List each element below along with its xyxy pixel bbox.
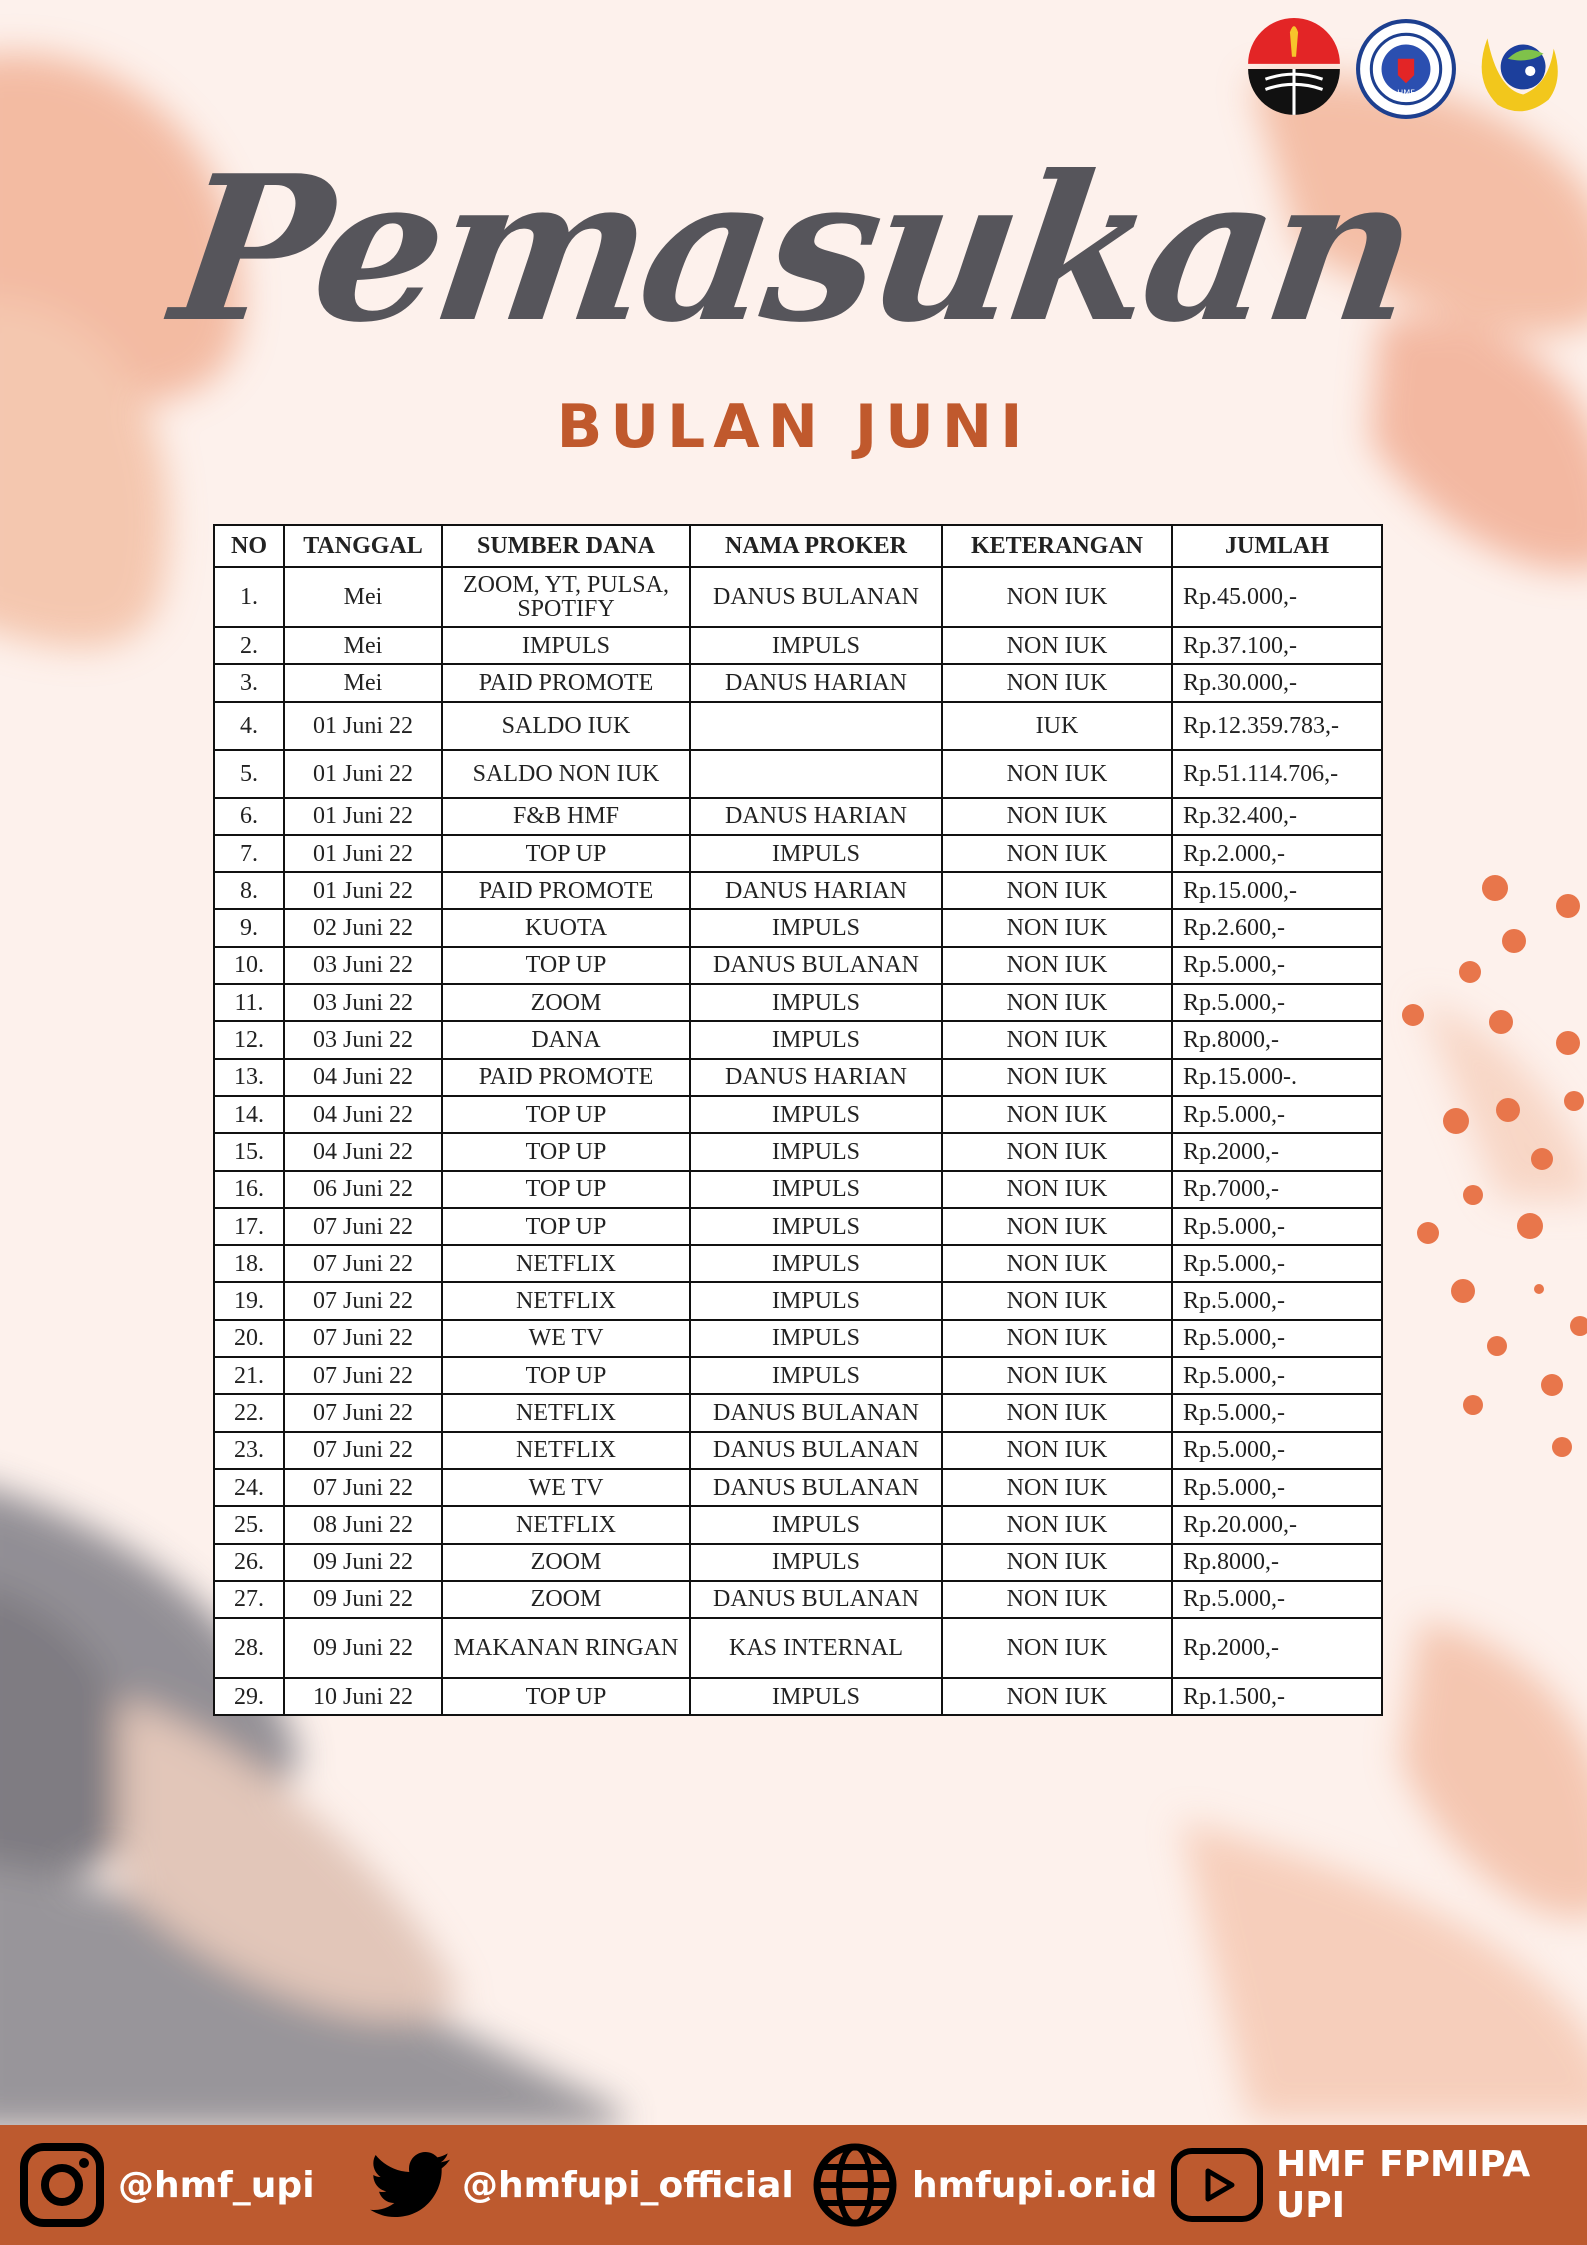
row-number: 5. — [214, 750, 284, 798]
row-program — [690, 702, 942, 750]
row-source: WE TV — [442, 1320, 690, 1357]
row-program: DANUS BULANAN — [690, 1581, 942, 1618]
table-row — [214, 664, 1382, 701]
column-header: JUMLAH — [1172, 525, 1382, 567]
row-source: NETFLIX — [442, 1245, 690, 1282]
row-program: DANUS HARIAN — [690, 664, 942, 701]
table-row — [214, 1618, 1382, 1678]
row-program: DANUS BULANAN — [690, 567, 942, 627]
table-row — [214, 1394, 1382, 1431]
row-program: IMPULS — [690, 1506, 942, 1543]
table-row — [214, 567, 1382, 627]
row-amount: Rp.2.000,- — [1172, 835, 1382, 872]
row-number: 14. — [214, 1096, 284, 1133]
row-program: IMPULS — [690, 1021, 942, 1058]
row-amount: Rp.5.000,- — [1172, 947, 1382, 984]
row-note: NON IUK — [942, 1544, 1172, 1581]
row-date: 01 Juni 22 — [284, 872, 442, 909]
table-row — [214, 947, 1382, 984]
column-header: KETERANGAN — [942, 525, 1172, 567]
page-subtitle: BULAN JUNI — [556, 392, 1031, 462]
row-date: 04 Juni 22 — [284, 1133, 442, 1170]
row-amount: Rp.20.000,- — [1172, 1506, 1382, 1543]
row-date: 07 Juni 22 — [284, 1432, 442, 1469]
column-header: TANGGAL — [284, 525, 442, 567]
row-amount: Rp.5.000,- — [1172, 1394, 1382, 1431]
row-source: TOP UP — [442, 1678, 690, 1715]
row-date: 07 Juni 22 — [284, 1394, 442, 1431]
logo-group — [1243, 18, 1569, 120]
row-date: 04 Juni 22 — [284, 1059, 442, 1096]
row-note: NON IUK — [942, 1133, 1172, 1170]
instagram-handle: @hmf_upi — [118, 2164, 315, 2206]
row-program: KAS INTERNAL — [690, 1618, 942, 1678]
twitter-handle: @hmfupi_official — [462, 2164, 794, 2206]
row-note: NON IUK — [942, 909, 1172, 946]
row-source: NETFLIX — [442, 1282, 690, 1319]
row-program — [690, 750, 942, 798]
row-amount: Rp.45.000,- — [1172, 567, 1382, 627]
table-row — [214, 1021, 1382, 1058]
website-url: hmfupi.or.id — [912, 2164, 1158, 2206]
row-note: NON IUK — [942, 1678, 1172, 1715]
row-number: 1. — [214, 567, 284, 627]
row-date: Mei — [284, 664, 442, 701]
row-program: DANUS BULANAN — [690, 1469, 942, 1506]
row-note: NON IUK — [942, 1021, 1172, 1058]
row-note: NON IUK — [942, 1506, 1172, 1543]
twitter-icon — [370, 2150, 450, 2220]
row-source: TOP UP — [442, 835, 690, 872]
row-note: NON IUK — [942, 1059, 1172, 1096]
svg-text:HMF: HMF — [1397, 87, 1415, 98]
row-date: 08 Juni 22 — [284, 1506, 442, 1543]
row-source: TOP UP — [442, 1208, 690, 1245]
row-date: Mei — [284, 567, 442, 627]
row-date: 09 Juni 22 — [284, 1581, 442, 1618]
row-number: 19. — [214, 1282, 284, 1319]
row-number: 29. — [214, 1678, 284, 1715]
row-number: 3. — [214, 664, 284, 701]
row-date: 07 Juni 22 — [284, 1245, 442, 1282]
row-number: 6. — [214, 798, 284, 835]
row-date: 01 Juni 22 — [284, 798, 442, 835]
row-note: NON IUK — [942, 1618, 1172, 1678]
row-source: PAID PROMOTE — [442, 872, 690, 909]
table-row — [214, 835, 1382, 872]
row-program: IMPULS — [690, 909, 942, 946]
row-note: NON IUK — [942, 750, 1172, 798]
footer — [0, 2125, 1587, 2245]
row-number: 18. — [214, 1245, 284, 1282]
table-row — [214, 1133, 1382, 1170]
row-program: DANUS HARIAN — [690, 1059, 942, 1096]
row-amount: Rp.15.000,- — [1172, 872, 1382, 909]
row-note: NON IUK — [942, 835, 1172, 872]
table-row — [214, 1320, 1382, 1357]
row-source: NETFLIX — [442, 1506, 690, 1543]
table-row — [214, 1469, 1382, 1506]
row-note: NON IUK — [942, 872, 1172, 909]
row-date: 06 Juni 22 — [284, 1171, 442, 1208]
row-note: IUK — [942, 702, 1172, 750]
table-row — [214, 627, 1382, 664]
row-program: DANUS HARIAN — [690, 798, 942, 835]
row-number: 16. — [214, 1171, 284, 1208]
instagram-link[interactable] — [18, 2125, 315, 2245]
row-amount: Rp.7000,- — [1172, 1171, 1382, 1208]
row-amount: Rp.5.000,- — [1172, 1282, 1382, 1319]
twitter-link[interactable] — [370, 2125, 794, 2245]
row-date: 03 Juni 22 — [284, 984, 442, 1021]
website-link[interactable] — [810, 2125, 1157, 2245]
row-note: NON IUK — [942, 798, 1172, 835]
table-row — [214, 1678, 1382, 1715]
row-amount: Rp.15.000-. — [1172, 1059, 1382, 1096]
row-amount: Rp.5.000,- — [1172, 1096, 1382, 1133]
row-number: 10. — [214, 947, 284, 984]
row-source: SALDO IUK — [442, 702, 690, 750]
row-source: TOP UP — [442, 1171, 690, 1208]
table-body — [214, 567, 1382, 1715]
row-amount: Rp.30.000,- — [1172, 664, 1382, 701]
table-row — [214, 1245, 1382, 1282]
row-program: DANUS BULANAN — [690, 947, 942, 984]
income-table — [213, 524, 1383, 1716]
row-source: ZOOM — [442, 1581, 690, 1618]
row-number: 12. — [214, 1021, 284, 1058]
row-number: 24. — [214, 1469, 284, 1506]
row-note: NON IUK — [942, 1394, 1172, 1431]
table-row — [214, 1282, 1382, 1319]
column-header: SUMBER DANA — [442, 525, 690, 567]
table-row — [214, 1581, 1382, 1618]
row-number: 28. — [214, 1618, 284, 1678]
row-date: 09 Juni 22 — [284, 1618, 442, 1678]
youtube-channel: HMF FPMIPA UPI — [1276, 2144, 1531, 2226]
row-date: 07 Juni 22 — [284, 1469, 442, 1506]
row-date: 02 Juni 22 — [284, 909, 442, 946]
row-program: IMPULS — [690, 1544, 942, 1581]
row-amount: Rp.5.000,- — [1172, 984, 1382, 1021]
row-note: NON IUK — [942, 664, 1172, 701]
row-date: 10 Juni 22 — [284, 1678, 442, 1715]
row-number: 7. — [214, 835, 284, 872]
row-program: DANUS HARIAN — [690, 872, 942, 909]
row-date: 07 Juni 22 — [284, 1357, 442, 1394]
row-program: IMPULS — [690, 835, 942, 872]
row-amount: Rp.5.000,- — [1172, 1208, 1382, 1245]
row-number: 20. — [214, 1320, 284, 1357]
row-amount: Rp.8000,- — [1172, 1544, 1382, 1581]
row-number: 9. — [214, 909, 284, 946]
row-amount: Rp.8000,- — [1172, 1021, 1382, 1058]
row-program: DANUS BULANAN — [690, 1394, 942, 1431]
hmf-logo — [1355, 18, 1457, 120]
row-amount: Rp.5.000,- — [1172, 1432, 1382, 1469]
row-note: NON IUK — [942, 1096, 1172, 1133]
row-source: DANA — [442, 1021, 690, 1058]
row-program: IMPULS — [690, 1208, 942, 1245]
row-amount: Rp.5.000,- — [1172, 1245, 1382, 1282]
row-amount: Rp.37.100,- — [1172, 627, 1382, 664]
row-program: IMPULS — [690, 1320, 942, 1357]
row-date: Mei — [284, 627, 442, 664]
table-row — [214, 1432, 1382, 1469]
row-source: IMPULS — [442, 627, 690, 664]
row-source: SALDO NON IUK — [442, 750, 690, 798]
row-amount: Rp.32.400,- — [1172, 798, 1382, 835]
row-number: 8. — [214, 872, 284, 909]
fpmipa-logo — [1467, 18, 1569, 120]
row-source: MAKANAN RINGAN — [442, 1618, 690, 1678]
instagram-icon — [18, 2141, 106, 2229]
row-source: PAID PROMOTE — [442, 1059, 690, 1096]
row-note: NON IUK — [942, 627, 1172, 664]
column-header: NAMA PROKER — [690, 525, 942, 567]
row-program: IMPULS — [690, 1096, 942, 1133]
row-number: 26. — [214, 1544, 284, 1581]
table-header-row — [214, 525, 1382, 567]
row-program: IMPULS — [690, 1282, 942, 1319]
row-note: NON IUK — [942, 1282, 1172, 1319]
row-amount: Rp.5.000,- — [1172, 1581, 1382, 1618]
row-date: 03 Juni 22 — [284, 947, 442, 984]
table-row — [214, 1357, 1382, 1394]
row-note: NON IUK — [942, 1245, 1172, 1282]
row-note: NON IUK — [942, 1432, 1172, 1469]
row-date: 03 Juni 22 — [284, 1021, 442, 1058]
row-source: TOP UP — [442, 1133, 690, 1170]
row-note: NON IUK — [942, 1581, 1172, 1618]
row-program: DANUS BULANAN — [690, 1432, 942, 1469]
row-program: IMPULS — [690, 1357, 942, 1394]
row-note: NON IUK — [942, 947, 1172, 984]
row-source: ZOOM — [442, 1544, 690, 1581]
row-source: KUOTA — [442, 909, 690, 946]
table-row — [214, 984, 1382, 1021]
row-note: NON IUK — [942, 567, 1172, 627]
row-source: PAID PROMOTE — [442, 664, 690, 701]
row-number: 22. — [214, 1394, 284, 1431]
row-amount: Rp.2.600,- — [1172, 909, 1382, 946]
row-date: 01 Juni 22 — [284, 702, 442, 750]
row-date: 07 Juni 22 — [284, 1282, 442, 1319]
row-note: NON IUK — [942, 1357, 1172, 1394]
row-number: 25. — [214, 1506, 284, 1543]
table-row — [214, 872, 1382, 909]
row-source: TOP UP — [442, 947, 690, 984]
row-program: IMPULS — [690, 1133, 942, 1170]
row-number: 17. — [214, 1208, 284, 1245]
row-date: 07 Juni 22 — [284, 1320, 442, 1357]
row-source: WE TV — [442, 1469, 690, 1506]
row-amount: Rp.5.000,- — [1172, 1357, 1382, 1394]
column-header: NO — [214, 525, 284, 567]
row-source: TOP UP — [442, 1357, 690, 1394]
row-note: NON IUK — [942, 1320, 1172, 1357]
row-amount: Rp.2000,- — [1172, 1618, 1382, 1678]
table-row — [214, 1544, 1382, 1581]
row-program: IMPULS — [690, 1678, 942, 1715]
row-amount: Rp.2000,- — [1172, 1133, 1382, 1170]
row-number: 13. — [214, 1059, 284, 1096]
row-number: 15. — [214, 1133, 284, 1170]
row-amount: Rp.5.000,- — [1172, 1320, 1382, 1357]
table-row — [214, 909, 1382, 946]
row-source: ZOOM, YT, PULSA, SPOTIFY — [442, 567, 690, 627]
table-row — [214, 798, 1382, 835]
row-note: NON IUK — [942, 1171, 1172, 1208]
row-date: 09 Juni 22 — [284, 1544, 442, 1581]
youtube-link[interactable] — [1170, 2125, 1587, 2245]
row-note: NON IUK — [942, 984, 1172, 1021]
row-amount: Rp.5.000,- — [1172, 1469, 1382, 1506]
table-row — [214, 750, 1382, 798]
row-amount: Rp.51.114.706,- — [1172, 750, 1382, 798]
row-date: 01 Juni 22 — [284, 835, 442, 872]
row-source: ZOOM — [442, 984, 690, 1021]
row-program: IMPULS — [690, 1245, 942, 1282]
row-number: 11. — [214, 984, 284, 1021]
row-note: NON IUK — [942, 1469, 1172, 1506]
row-number: 4. — [214, 702, 284, 750]
row-number: 21. — [214, 1357, 284, 1394]
youtube-icon — [1170, 2147, 1264, 2223]
table-row — [214, 1208, 1382, 1245]
row-program: IMPULS — [690, 1171, 942, 1208]
table-row — [214, 1059, 1382, 1096]
row-number: 23. — [214, 1432, 284, 1469]
globe-icon — [810, 2140, 900, 2230]
table-row — [214, 702, 1382, 750]
row-date: 04 Juni 22 — [284, 1096, 442, 1133]
row-date: 01 Juni 22 — [284, 750, 442, 798]
upi-logo — [1243, 18, 1345, 120]
row-note: NON IUK — [942, 1208, 1172, 1245]
row-amount: Rp.1.500,- — [1172, 1678, 1382, 1715]
page-title: Pemasukan — [161, 132, 1426, 367]
row-number: 2. — [214, 627, 284, 664]
row-program: IMPULS — [690, 984, 942, 1021]
row-amount: Rp.12.359.783,- — [1172, 702, 1382, 750]
row-source: F&B HMF — [442, 798, 690, 835]
row-source: TOP UP — [442, 1096, 690, 1133]
row-source: NETFLIX — [442, 1432, 690, 1469]
table-row — [214, 1506, 1382, 1543]
row-program: IMPULS — [690, 627, 942, 664]
row-number: 27. — [214, 1581, 284, 1618]
table-row — [214, 1171, 1382, 1208]
row-date: 07 Juni 22 — [284, 1208, 442, 1245]
row-source: NETFLIX — [442, 1394, 690, 1431]
table-row — [214, 1096, 1382, 1133]
